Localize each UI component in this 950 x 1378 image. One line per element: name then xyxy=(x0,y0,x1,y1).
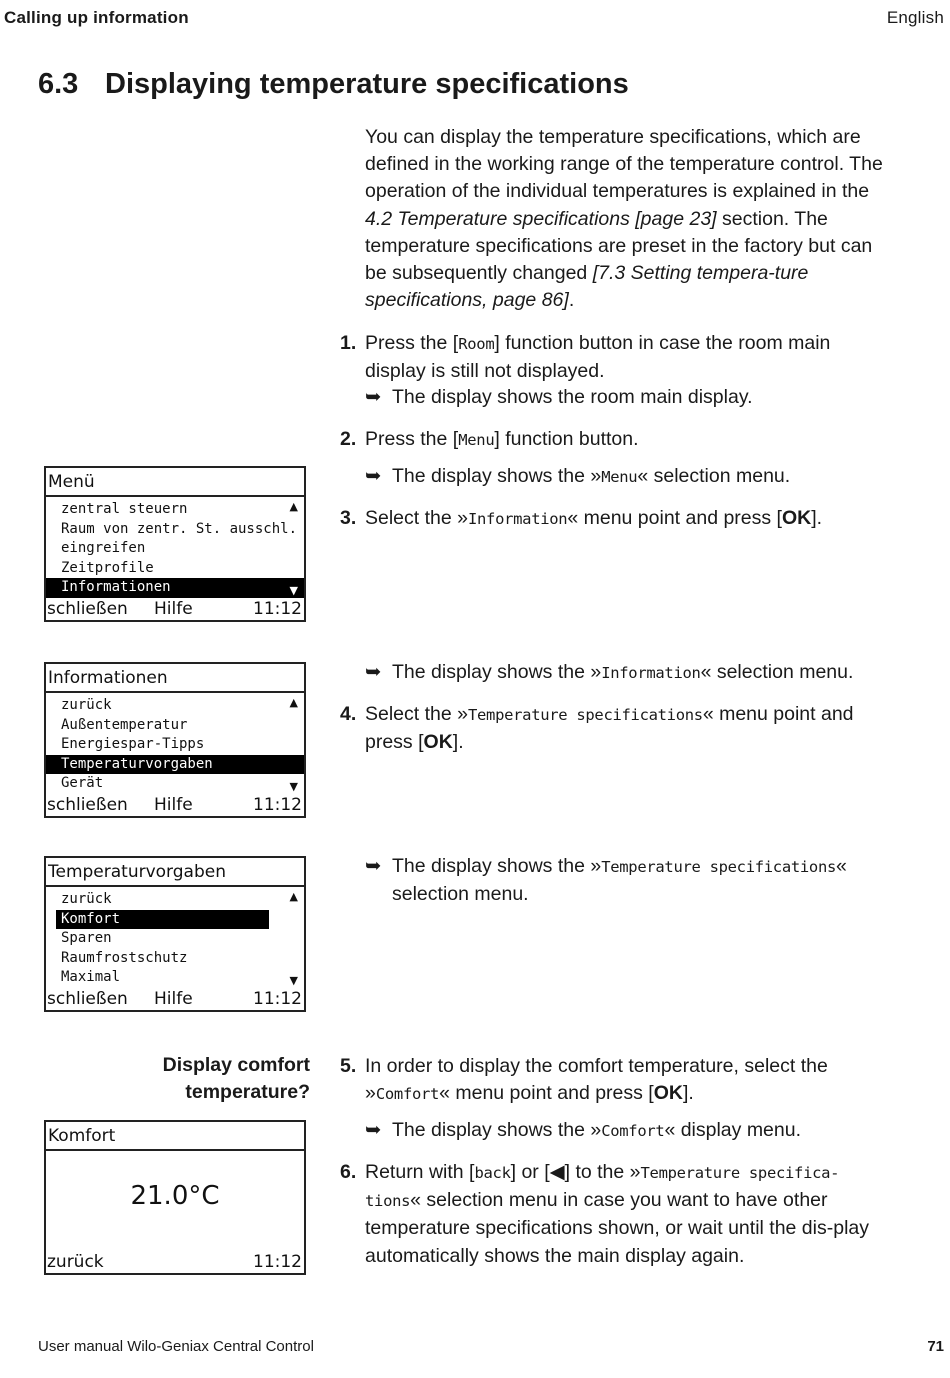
step-text: ] function button. xyxy=(494,428,639,450)
intro-paragraph xyxy=(365,124,885,314)
step-4-result xyxy=(365,853,885,908)
close-softkey[interactable]: schließen xyxy=(47,989,128,1009)
menu-item[interactable]: Raumfrostschutz xyxy=(61,949,188,966)
key-temperature-specifications: Temperature specifications xyxy=(601,858,837,876)
step-1 xyxy=(340,330,885,385)
key-temperature-specifications: Temperature specifica-tions xyxy=(365,1164,840,1211)
menu-item[interactable]: eingreifen xyxy=(61,540,146,556)
language-label: English xyxy=(886,8,944,27)
result-text: The display shows the » xyxy=(392,1119,602,1141)
scroll-down-icon: ▼ xyxy=(289,974,298,987)
step-text: « menu point and press [ xyxy=(365,703,854,754)
step-text: ] function button in case the room main display is still not displayed. xyxy=(365,332,831,383)
footer-manual-title: User manual Wilo-Geniax Central Control xyxy=(38,1338,314,1355)
back-softkey[interactable]: zurück xyxy=(47,1252,104,1272)
scroll-down-icon: ▼ xyxy=(289,584,298,597)
step-text: « menu point and press [ xyxy=(567,507,782,529)
key-menu: Menu xyxy=(458,431,495,449)
step-number: 1. xyxy=(340,332,357,354)
section-heading: Displaying temperature specifications xyxy=(105,68,629,100)
menu-list xyxy=(46,693,304,794)
result-text: The display shows the room main display. xyxy=(392,386,753,408)
cross-reference-link[interactable]: [7.3 Setting tempera-ture specifications, page 86] xyxy=(365,262,809,312)
result-text: « selection menu. xyxy=(637,465,791,487)
display-footer xyxy=(46,988,304,1010)
step-number: 2. xyxy=(340,428,357,450)
help-softkey[interactable]: Hilfe xyxy=(154,795,193,815)
display-footer xyxy=(46,794,304,816)
close-softkey[interactable]: schließen xyxy=(47,795,128,815)
step-3 xyxy=(340,505,885,533)
step-text: Press the [ xyxy=(365,332,459,354)
menu-item[interactable]: Energiespar-Tipps xyxy=(61,736,205,752)
step-text: ]. xyxy=(811,507,823,529)
section-number: 6.3 xyxy=(38,68,79,100)
display-footer xyxy=(46,1251,304,1273)
display-title: Komfort xyxy=(46,1122,304,1151)
result-arrow-icon: ➥ xyxy=(365,1119,382,1141)
menu-list xyxy=(46,497,304,598)
key-information: Information xyxy=(467,510,568,528)
step-3-result xyxy=(365,659,885,687)
menu-item[interactable]: Gerät xyxy=(61,775,104,791)
step-number: 3. xyxy=(340,507,357,529)
step-text: ] or [◀] to the » xyxy=(510,1161,641,1183)
key-room: Room xyxy=(458,335,495,353)
step-4 xyxy=(340,701,885,756)
menu-item-selected[interactable]: Informationen xyxy=(46,578,304,598)
key-temperature-specifications: Temperature specifications xyxy=(467,706,703,724)
margin-note-line: temperature? xyxy=(185,1081,310,1103)
step-1-result xyxy=(365,384,885,411)
step-text: Return with [ xyxy=(365,1161,475,1183)
menu-item[interactable]: Zeitprofile xyxy=(61,559,154,576)
display-comfort-screen xyxy=(44,1120,306,1275)
clock: 11:12 xyxy=(253,1252,302,1272)
key-information: Information xyxy=(601,664,701,682)
menu-item[interactable]: Sparen xyxy=(61,930,112,946)
menu-item-selected[interactable]: Temperaturvorgaben xyxy=(46,755,304,775)
menu-item[interactable]: zurück xyxy=(61,891,112,907)
scroll-up-icon: ▲ xyxy=(289,890,298,903)
help-softkey[interactable]: Hilfe xyxy=(154,599,193,619)
key-comfort: Comfort xyxy=(601,1122,665,1140)
step-text: Select the » xyxy=(365,507,468,529)
result-arrow-icon: ➥ xyxy=(365,661,382,683)
result-text: The display shows the » xyxy=(392,661,602,683)
comfort-temperature-value: 21.0°C xyxy=(130,1181,220,1211)
section-title xyxy=(38,68,629,101)
result-arrow-icon: ➥ xyxy=(365,386,382,408)
step-text: Press the [ xyxy=(365,428,459,450)
menu-item[interactable]: Maximal xyxy=(61,969,121,985)
result-text: « selection menu. xyxy=(392,855,847,906)
menu-item[interactable]: zurück xyxy=(61,697,112,713)
intro-text-3: . xyxy=(568,289,575,312)
scroll-up-icon: ▲ xyxy=(289,696,298,709)
cross-reference-link[interactable]: 4.2 Temperature specifications [page 23] xyxy=(365,207,717,230)
key-ok: OK xyxy=(781,507,812,529)
step-number: 4. xyxy=(340,703,357,725)
display-title: Informationen xyxy=(46,664,304,693)
result-arrow-icon: ➥ xyxy=(365,855,382,877)
result-text: « display menu. xyxy=(664,1119,802,1141)
step-text: Select the » xyxy=(365,703,468,725)
step-6 xyxy=(340,1159,885,1270)
step-text: In order to display the comfort temperature, select the » xyxy=(365,1055,828,1105)
clock: 11:12 xyxy=(253,599,302,619)
display-footer xyxy=(46,598,304,620)
display-temperature-specifications-screen xyxy=(44,856,306,1012)
scroll-down-icon: ▼ xyxy=(289,780,298,793)
key-back: back xyxy=(474,1164,511,1182)
clock: 11:12 xyxy=(253,795,302,815)
step-text: « menu point and press [ xyxy=(439,1082,654,1105)
menu-list xyxy=(46,887,304,988)
menu-item[interactable]: zentral steuern xyxy=(61,501,188,517)
menu-item[interactable]: Außentemperatur xyxy=(61,716,188,733)
page-number: 71 xyxy=(927,1338,944,1355)
running-header: Calling up information xyxy=(4,8,189,27)
close-softkey[interactable]: schließen xyxy=(47,599,128,619)
display-menu-screen xyxy=(44,466,306,622)
step-text: ]. xyxy=(452,731,464,754)
step-number: 5. xyxy=(340,1055,357,1077)
key-ok: OK xyxy=(653,1082,683,1105)
display-title: Menü xyxy=(46,468,304,497)
display-title: Temperaturvorgaben xyxy=(46,858,304,887)
margin-note-line: Display comfort xyxy=(162,1054,310,1076)
step-text: ]. xyxy=(682,1082,694,1105)
result-text: The display shows the » xyxy=(392,465,602,487)
step-number: 6. xyxy=(340,1161,357,1183)
display-information-screen xyxy=(44,662,306,818)
step-5 xyxy=(340,1053,885,1108)
key-menu: Menu xyxy=(601,468,638,486)
step-2 xyxy=(340,426,885,454)
menu-item[interactable]: Raum von zentr. St. ausschl. xyxy=(61,520,298,537)
scroll-up-icon: ▲ xyxy=(289,500,298,513)
key-ok: OK xyxy=(423,731,453,754)
result-arrow-icon: ➥ xyxy=(365,465,382,487)
step-5-result xyxy=(365,1117,885,1145)
key-comfort: Comfort xyxy=(375,1085,440,1104)
menu-item-selected[interactable]: Komfort xyxy=(56,910,269,930)
clock: 11:12 xyxy=(253,989,302,1009)
margin-note xyxy=(120,1052,310,1106)
result-text: The display shows the » xyxy=(392,855,602,877)
help-softkey[interactable]: Hilfe xyxy=(154,989,193,1009)
step-text: « selection menu in case you want to have other temperature specifications shown, or wait until the dis-play automatically shows the main display again. xyxy=(365,1189,869,1267)
intro-text-1: You can display the temperature specifications, which are defined in the working range of the temperature control. The operation of the individual temperatures is explained in the xyxy=(365,126,883,203)
intro-text-2: section. The temperature specifications are preset in the factory but can be subsequently changed xyxy=(365,207,873,285)
step-2-result xyxy=(365,463,885,491)
result-text: « selection menu. xyxy=(700,661,854,683)
